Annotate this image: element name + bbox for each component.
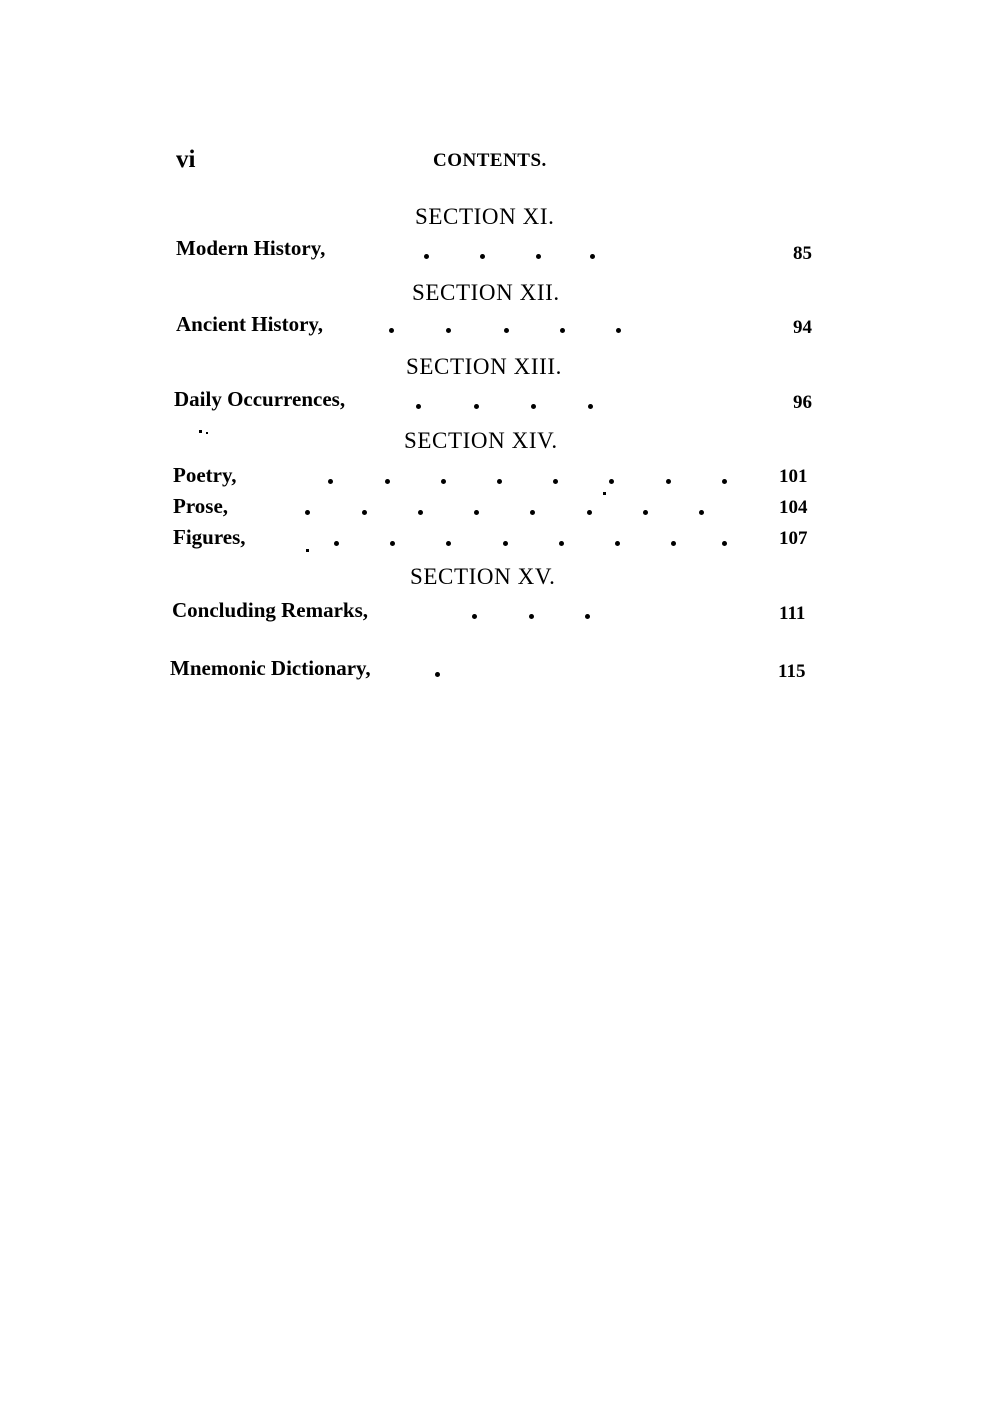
section-heading: SECTION XII. (412, 280, 560, 305)
section-heading: SECTION XIII. (406, 354, 562, 379)
section-heading: SECTION XIV. (404, 428, 558, 453)
toc-entry-page: 104 (779, 497, 808, 518)
toc-entry-page: 101 (779, 466, 808, 487)
toc-entry-label: Ancient History, (176, 312, 323, 336)
toc-entry-label: Daily Occurrences, (174, 387, 346, 411)
toc-entry-label: Modern History, (176, 236, 326, 260)
toc-entry-page: 96 (793, 392, 812, 413)
running-title: CONTENTS. (433, 150, 547, 171)
toc-entry-label: Concluding Remarks, (172, 598, 369, 622)
toc-entry-page: 115 (778, 661, 806, 682)
toc-entry-page: 94 (793, 317, 812, 338)
print-speck (306, 549, 309, 552)
toc-entry-label: Mnemonic Dictionary, (170, 656, 371, 680)
toc-entry-page: 85 (793, 243, 812, 264)
toc-entry-label: Figures, (173, 525, 246, 549)
toc-entry-page: 111 (779, 603, 806, 624)
print-speck (206, 432, 208, 434)
print-speck (603, 492, 606, 495)
section-heading: SECTION XV. (410, 564, 556, 589)
print-speck (199, 430, 202, 433)
toc-entry-label: Poetry, (173, 463, 237, 487)
toc-entry-page: 107 (779, 528, 808, 549)
toc-entry-label: Prose, (173, 494, 229, 518)
section-heading: SECTION XI. (415, 204, 555, 229)
page-number: vi (176, 146, 196, 173)
